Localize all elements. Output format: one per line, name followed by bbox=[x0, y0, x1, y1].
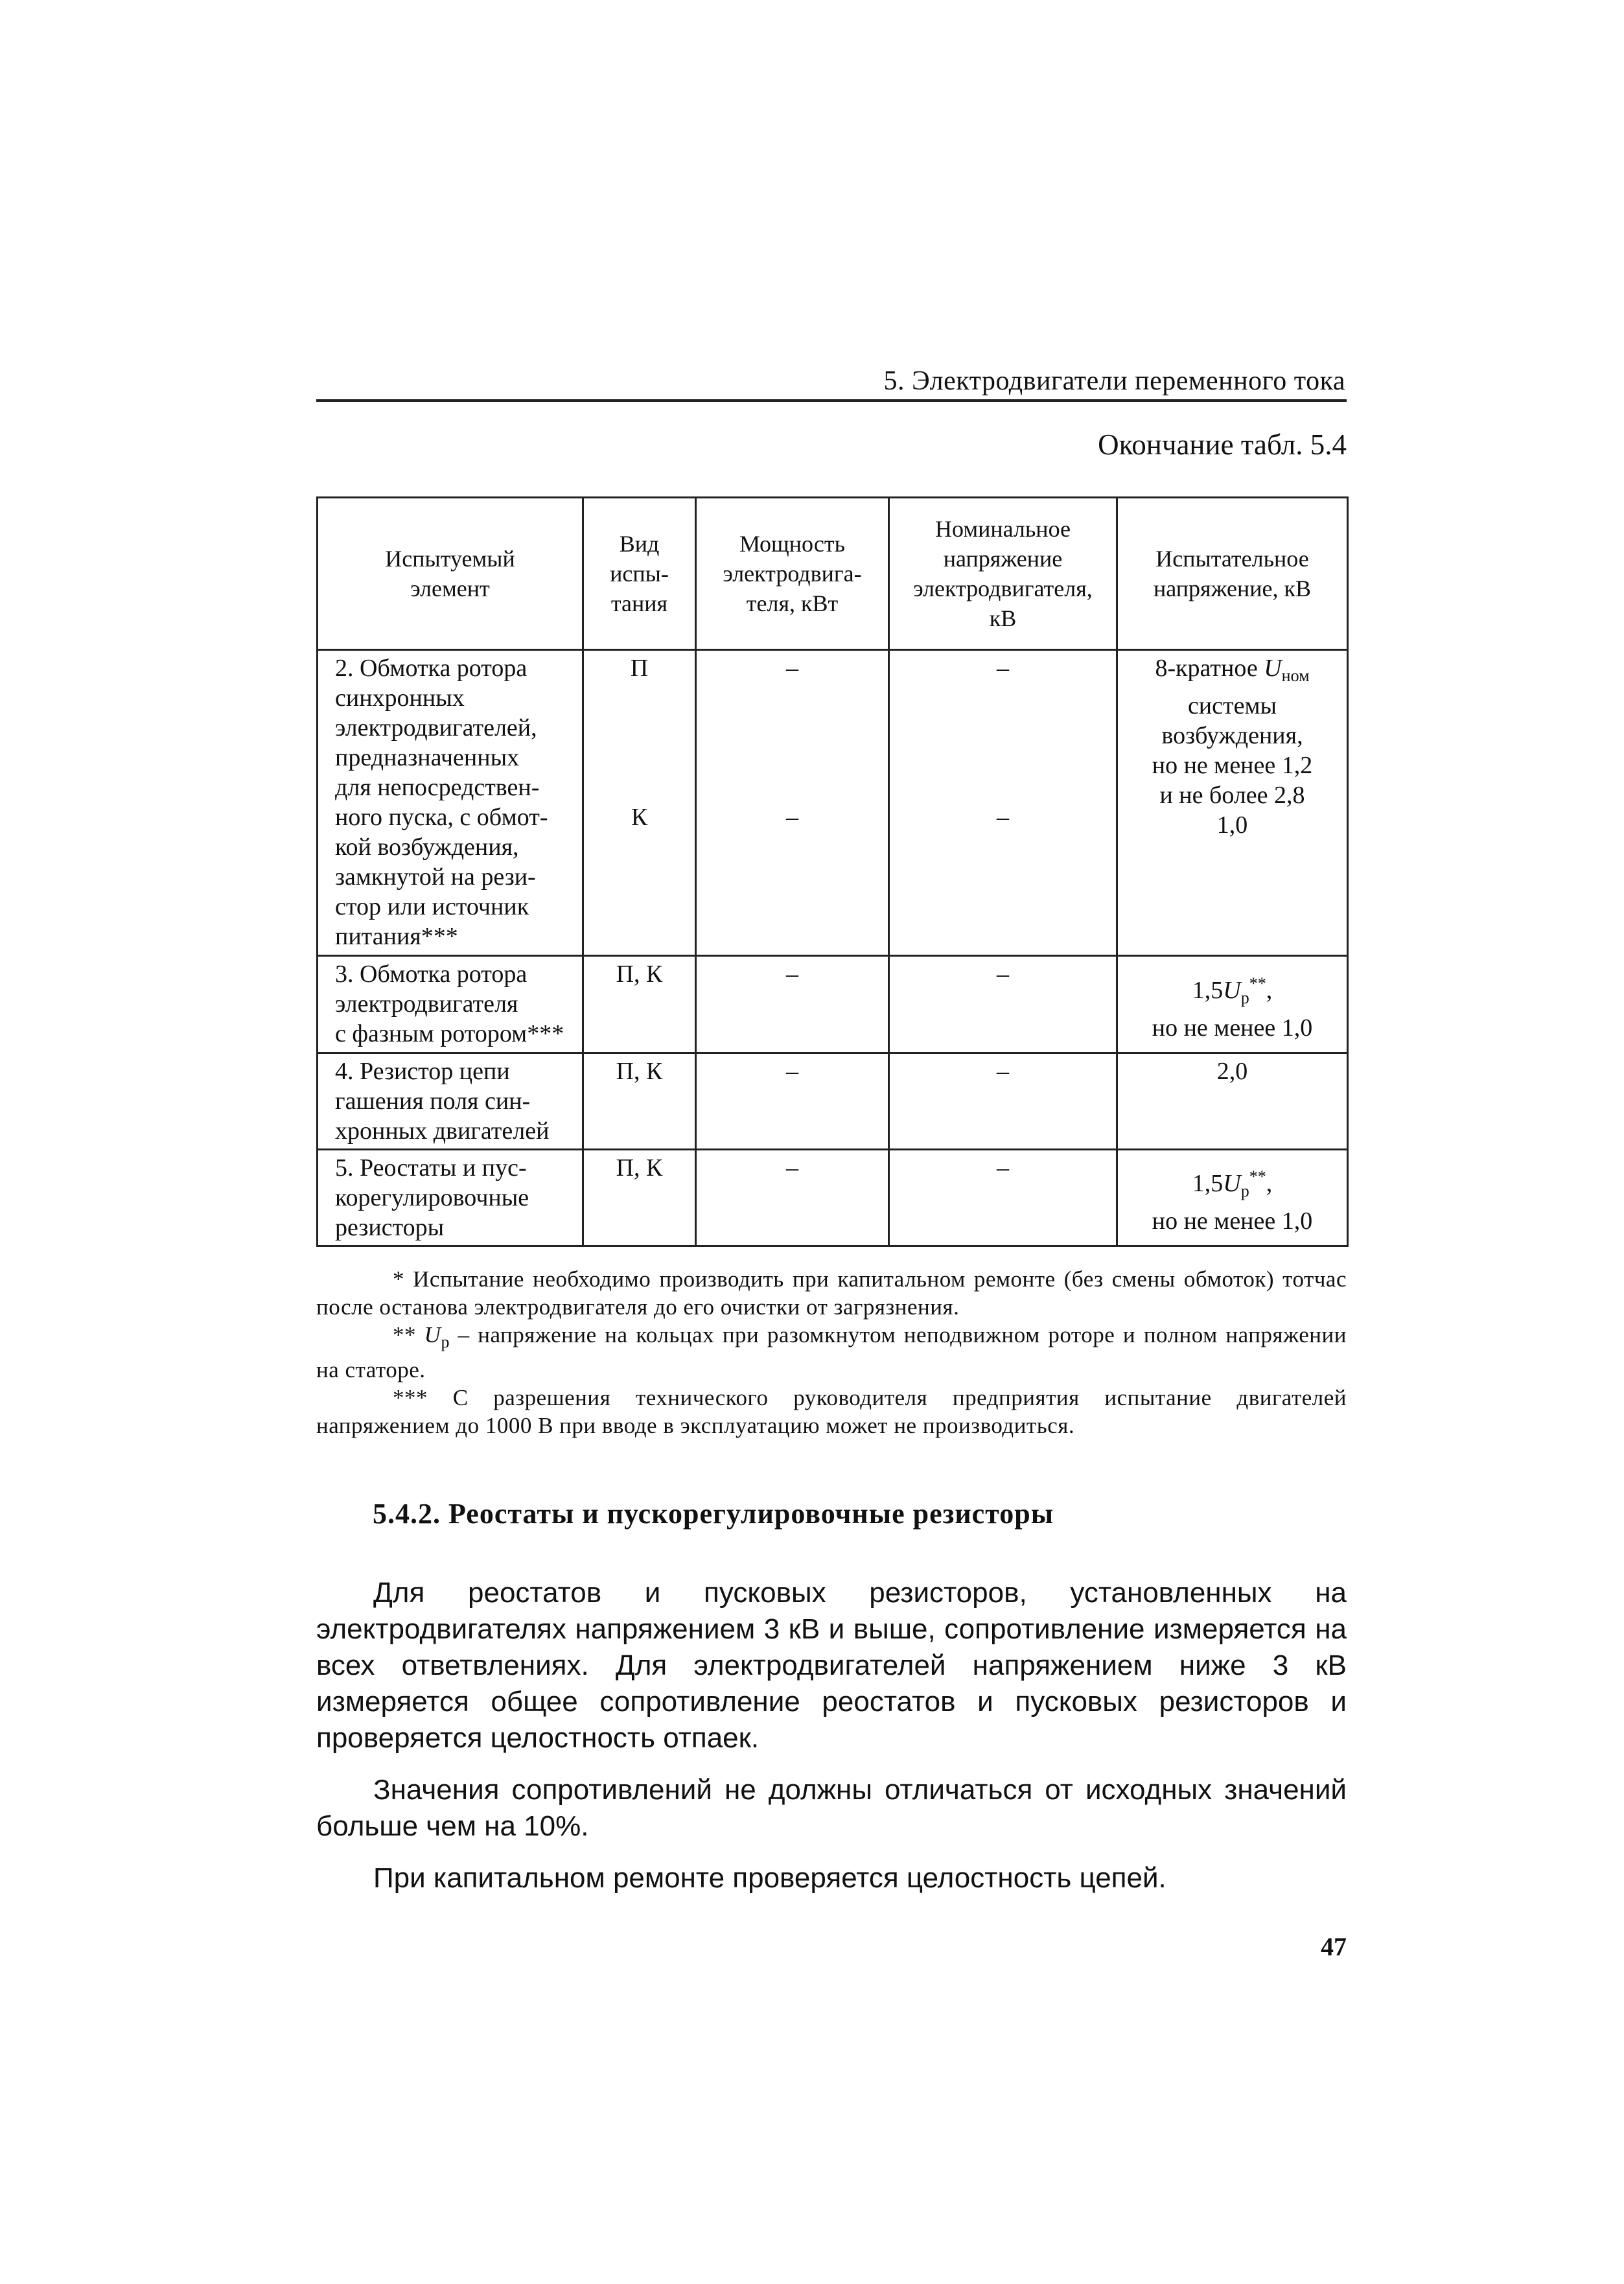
paragraph: Значения сопротивлений не должны отличаться от исходных значений больше чем на 10%. bbox=[316, 1774, 1347, 1842]
cell-test-kind: П К bbox=[583, 650, 696, 956]
footnote-3: *** С разрешения технического руководителя предприятия испытание двигателей напряжением до 1000 В при вводе в эксплуатацию может не производиться. bbox=[316, 1385, 1347, 1438]
cell-test-voltage: $1,5U_р^{**}$, но не менее 1,0 bbox=[1117, 956, 1348, 1053]
running-header bbox=[316, 363, 1347, 402]
cell-test-kind: П, К bbox=[583, 956, 696, 1053]
table-row bbox=[318, 1053, 1348, 1150]
cell-test-kind: П, К bbox=[583, 1053, 696, 1150]
footnotes bbox=[316, 1265, 1347, 1439]
paragraph: Для реостатов и пусковых резисторов, установленных на электродвигателях напряжением 3 кВ и выше, сопротивление измеряется на всех ответвлениях. Для электродвигателей напряжением ниже 3 кВ измеряется общее сопротивление реостатов и пусковых резисторов и проверяется целостность отпаек. bbox=[316, 1577, 1347, 1754]
table-row bbox=[318, 1150, 1348, 1246]
cell-test-kind: П, К bbox=[583, 1150, 696, 1246]
cell-rated-voltage: – bbox=[889, 956, 1117, 1053]
footnote-2: ** $U_р$ – напряжение на кольцах при разомкнутом неподвижном роторе и полном напряжении на статоре. bbox=[316, 1322, 1347, 1382]
paragraph: При капитальном ремонте проверяется целостность цепей. bbox=[373, 1862, 1166, 1894]
cell-power: – – bbox=[696, 650, 889, 956]
table-row bbox=[318, 650, 1348, 956]
cell-test-voltage: 8-кратное $U_{ном}$ системы возбуждения, но не менее 1,2 и не более 2,8 1,0 bbox=[1117, 650, 1348, 956]
cell-element: 5. Реостаты и пус- корегулировочные резисторы bbox=[318, 1150, 583, 1246]
cell-test-voltage: 2,0 bbox=[1117, 1053, 1348, 1150]
cell-rated-voltage: – – bbox=[889, 650, 1117, 956]
cell-rated-voltage: – bbox=[889, 1150, 1117, 1246]
cell-power: – bbox=[696, 956, 889, 1053]
cell-element: 4. Резистор цепи гашения поля син- хронных двигателей bbox=[318, 1053, 583, 1150]
page-number: 47 bbox=[1321, 1932, 1347, 1961]
section-heading: 5.4.2. Реостаты и пускорегулировочные резисторы bbox=[373, 1498, 1054, 1530]
cell-test-voltage: $1,5U_р^{**}$, но не менее 1,0 bbox=[1117, 1150, 1348, 1246]
cell-element: 2. Обмотка ротора синхронных электродвигателей, предназначенных для непосредствен- ного пуска, с обмот- кой возбуждения, замкнутой на рези- стор или источник питания*** bbox=[318, 650, 583, 956]
cell-element: 3. Обмотка ротора электродвигателя с фазным ротором*** bbox=[318, 956, 583, 1053]
cell-rated-voltage: – bbox=[889, 1053, 1117, 1150]
header-test-voltage: Испытательное напряжение, кВ bbox=[1117, 498, 1348, 650]
header-rated-voltage: Номинальное напряжение электродвигателя, кВ bbox=[889, 498, 1117, 650]
cell-power: – bbox=[696, 1150, 889, 1246]
table-header-row bbox=[318, 498, 1348, 650]
header-test-kind: Вид испы- тания bbox=[583, 498, 696, 650]
footnote-1: * Испытание необходимо производить при капитальном ремонте (без смены обмоток) тотчас после останова электродвигателя до его очистки от загрязнения. bbox=[316, 1266, 1347, 1320]
section-body bbox=[316, 1575, 1347, 1912]
table-caption: Окончание табл. 5.4 bbox=[1098, 428, 1347, 461]
table-row bbox=[318, 956, 1348, 1053]
cell-power: – bbox=[696, 1053, 889, 1150]
running-header-text: 5. Электродвигатели переменного тока bbox=[883, 366, 1345, 396]
header-power: Мощность электродвига- теля, кВт bbox=[696, 498, 889, 650]
test-voltage-table bbox=[316, 496, 1349, 1247]
header-element: Испытуемый элемент bbox=[318, 498, 583, 650]
